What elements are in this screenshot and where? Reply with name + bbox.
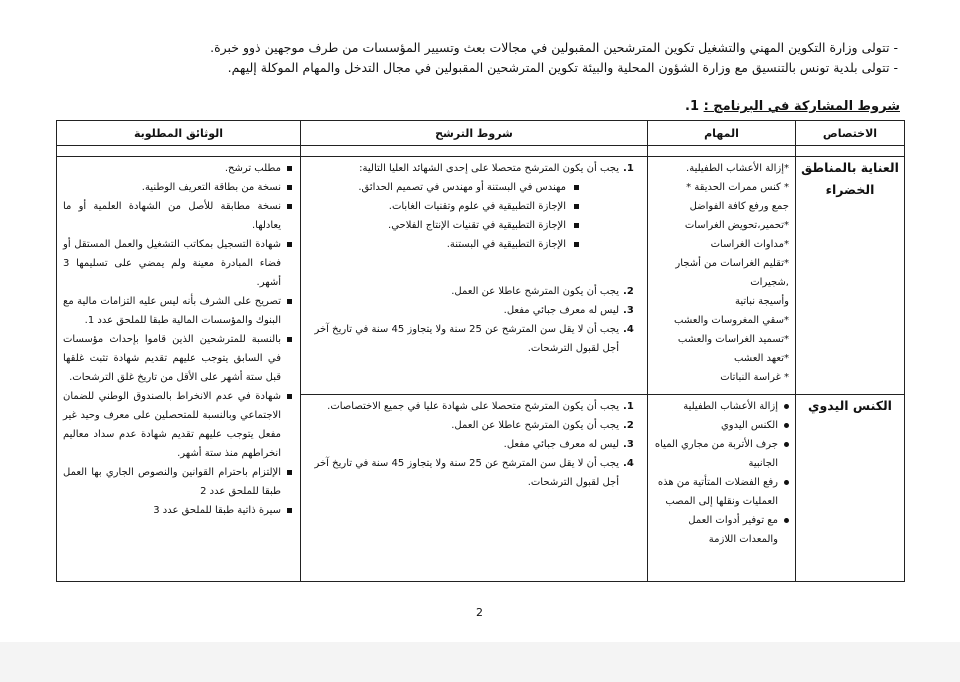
condition-number: 1. [623, 401, 634, 412]
specialty-cell: العناية بالمناطق الخضراء [796, 157, 905, 395]
condition-item [309, 454, 639, 492]
bullet-dot-icon [784, 518, 789, 523]
condition-item [309, 435, 639, 454]
degree-text: الإجازة التطبيقية في علوم وتقنيات الغابات. [388, 201, 566, 212]
bullet-square-icon [287, 242, 292, 247]
task-item [652, 416, 789, 435]
task-item: *تقليم الغراسات من أشجار [675, 258, 789, 269]
condition-item [309, 301, 639, 320]
task-item [652, 511, 789, 549]
document-item [63, 463, 292, 501]
degree-list [309, 178, 639, 254]
task-item: *تعهد العشب [733, 353, 789, 364]
condition-number: 2. [623, 286, 634, 297]
documents-list [63, 159, 292, 520]
gap-cell [57, 146, 301, 157]
document-text: شهادة التسجيل بمكاتب التشغيل والعمل المستقل أو فضاء المبادرة معينة ولم يمضي على تسليمها 3 أشهر. [63, 239, 281, 288]
bullet-square-icon [287, 470, 292, 475]
task-text: الكنس اليدوي [720, 420, 778, 431]
tasks-cell [648, 157, 796, 395]
task-item: *مداوات الغراسات [710, 239, 789, 250]
condition-text: يجب أن يكون المترشح عاطلا عن العمل. [451, 420, 619, 431]
spacer [309, 260, 639, 282]
task-item: *إزالة الأعشاب الطفيلية. [686, 163, 789, 174]
bullet-square-icon [287, 166, 292, 171]
document-item [63, 387, 292, 463]
condition-text: يجب أن يكون المترشح عاطلا عن العمل. [451, 286, 619, 297]
task-item: ,شجيرات [750, 277, 789, 288]
bullet-dot-icon [784, 442, 789, 447]
condition-number: 3. [623, 439, 634, 450]
task-item [652, 473, 789, 511]
documents-cell [57, 157, 301, 582]
document-text: نسخة من بطاقة التعريف الوطنية. [141, 182, 281, 193]
task-item: *تحمير،تحويض الغراسات [684, 220, 789, 231]
document-text: تصريح على الشرف بأنه ليس عليه التزامات مالية مع البنوك والمؤسسات المالية طبقا للملحق عدد 1. [63, 296, 281, 326]
task-item [652, 435, 789, 473]
conditions-list [309, 159, 639, 178]
section-title-text: شروط المشاركة في البرنامج : [703, 99, 900, 114]
header-documents: الوثائق المطلوبة [57, 121, 301, 146]
condition-number: 4. [623, 458, 634, 469]
bullet-dot-icon [784, 480, 789, 485]
condition-item [309, 320, 639, 358]
tasks-cell [648, 395, 796, 582]
document-item [63, 292, 292, 330]
task-text: جرف الأتربة من مجاري المياه الجانبية [654, 439, 778, 469]
degree-item [309, 216, 579, 235]
document-text: نسخة مطابقة للأصل من الشهادة العلمية أو ما يعادلها. [63, 201, 281, 231]
condition-number: 3. [623, 305, 634, 316]
task-item: *تسميد الغراسات والعشب [677, 334, 789, 345]
bullet-square-icon [287, 185, 292, 190]
document-text: بالنسبة للمترشحين الذين قاموا بإحداث مؤسسات في السابق يتوجب عليهم تقديم شهادة تثبت غلقها قبل ستة أشهر على الأقل من تاريخ غلق الترشحات. [63, 334, 281, 383]
task-item [652, 397, 789, 416]
document-item [63, 330, 292, 387]
intro-line-1: - تتولى وزارة التكوين المهني والتشغيل تكوين المترشحين المقبولين في مجالات بعث وتسيير المؤسسات من طرف موجهين ذوو خبرة. [210, 40, 898, 55]
document-item [63, 197, 292, 235]
bullet-square-icon [287, 204, 292, 209]
bullet-dot-icon [784, 423, 789, 428]
task-text: مع توفير أدوات العمل والمعدات اللازمة [688, 515, 778, 545]
conditions-cell [301, 157, 648, 395]
participation-conditions-table [56, 120, 905, 582]
bullet-square-icon [287, 337, 292, 342]
gap-cell [796, 146, 905, 157]
bullet-square-icon [287, 394, 292, 399]
task-item: *سقي المغروسات والعشب [674, 315, 789, 326]
task-item: جمع ورفع كافة الفواضل [689, 201, 789, 212]
document-text: مطلب ترشح. [224, 163, 281, 174]
table-header-row [57, 121, 905, 146]
tasks-list [652, 397, 789, 549]
intro-paragraph [38, 38, 898, 78]
gap-cell [301, 146, 648, 157]
document-text: الإلتزام باحترام القوانين والنصوص الجاري بها العمل طبقا للملحق عدد 2 [63, 467, 281, 497]
section-heading [677, 99, 900, 114]
degree-text: الإجازة التطبيقية في البستنة. [446, 239, 566, 250]
conditions-list [309, 397, 639, 492]
degree-item [309, 178, 579, 197]
document-text: شهادة في عدم الانخراط بالصندوق الوطني للضمان الاجتماعي وبالنسبة للمتحصلين على معرف وحيد غير مفعل يتوجب عليهم تقديم شهادة عدم سداد معاليم انخراطهم منذ ستة أشهر. [63, 391, 281, 459]
condition-text: ليس له معرف جبائي مفعل. [503, 439, 619, 450]
table-row-green-areas [57, 157, 905, 395]
task-item: * كنس ممرات الحديقة * [686, 182, 789, 193]
condition-item [309, 397, 639, 416]
page-number: 2 [476, 606, 483, 619]
header-specialty: الاختصاص [796, 121, 905, 146]
task-text: إزالة الأعشاب الطفيلية [683, 401, 778, 412]
bullet-square-icon [574, 185, 579, 190]
task-item: وأسيجة نباتية [734, 296, 789, 307]
bullet-square-icon [287, 299, 292, 304]
bullet-square-icon [287, 508, 292, 513]
bullet-square-icon [574, 204, 579, 209]
degree-item [309, 197, 579, 216]
degree-text: الإجازة التطبيقية في تقنيات الإنتاج الفلاحي. [388, 220, 566, 231]
document-item [63, 501, 292, 520]
condition-number: 2. [623, 420, 634, 431]
condition-item [309, 282, 639, 301]
bullet-square-icon [574, 242, 579, 247]
gap-cell [648, 146, 796, 157]
conditions-list [309, 282, 639, 358]
condition-text: يجب أن يكون المترشح متحصلا على إحدى الشهائد العليا التالية: [359, 163, 619, 174]
conditions-cell [301, 395, 648, 582]
header-conditions: شروط الترشح [301, 121, 648, 146]
bullet-dot-icon [784, 404, 789, 409]
task-text: رفع الفضلات المتأتية من هذه العمليات ونقلها إلى المصب [657, 477, 778, 507]
condition-item [309, 416, 639, 435]
degree-item [309, 235, 579, 254]
section-number: 1. [685, 99, 700, 114]
bullet-square-icon [574, 223, 579, 228]
condition-text: ليس له معرف جبائي مفعل. [503, 305, 619, 316]
degree-text: مهندس في البستنة أو مهندس في تصميم الحدائق. [358, 182, 566, 193]
condition-text: يجب أن لا يقل سن المترشح عن 25 سنة ولا يتجاوز 45 سنة في تاريخ آخر أجل لقبول الترشحات. [314, 324, 619, 354]
condition-number: 1. [623, 163, 634, 174]
condition-text: يجب أن لا يقل سن المترشح عن 25 سنة ولا يتجاوز 45 سنة في تاريخ آخر أجل لقبول الترشحات. [314, 458, 619, 488]
specialty-cell: الكنس اليدوي [796, 395, 905, 582]
document-item [63, 159, 292, 178]
task-item: * غراسة النباتات [720, 372, 789, 383]
header-tasks: المهام [648, 121, 796, 146]
gap-row [57, 146, 905, 157]
document-text: سيرة ذاتية طبقا للملحق عدد 3 [153, 505, 281, 516]
page-bottom-shade [0, 642, 960, 682]
condition-text: يجب أن يكون المترشح متحصلا على شهادة عليا في جميع الاختصاصات. [327, 401, 619, 412]
condition-number: 4. [623, 324, 634, 335]
document-item [63, 235, 292, 292]
document-item [63, 178, 292, 197]
intro-line-2: - تتولى بلدية تونس بالتنسيق مع وزارة الشؤون المحلية والبيئة تكوين المترشحين المقبولين في مجال التدخل والمهام الموكلة إليهم. [227, 60, 898, 75]
condition-item [309, 159, 639, 178]
